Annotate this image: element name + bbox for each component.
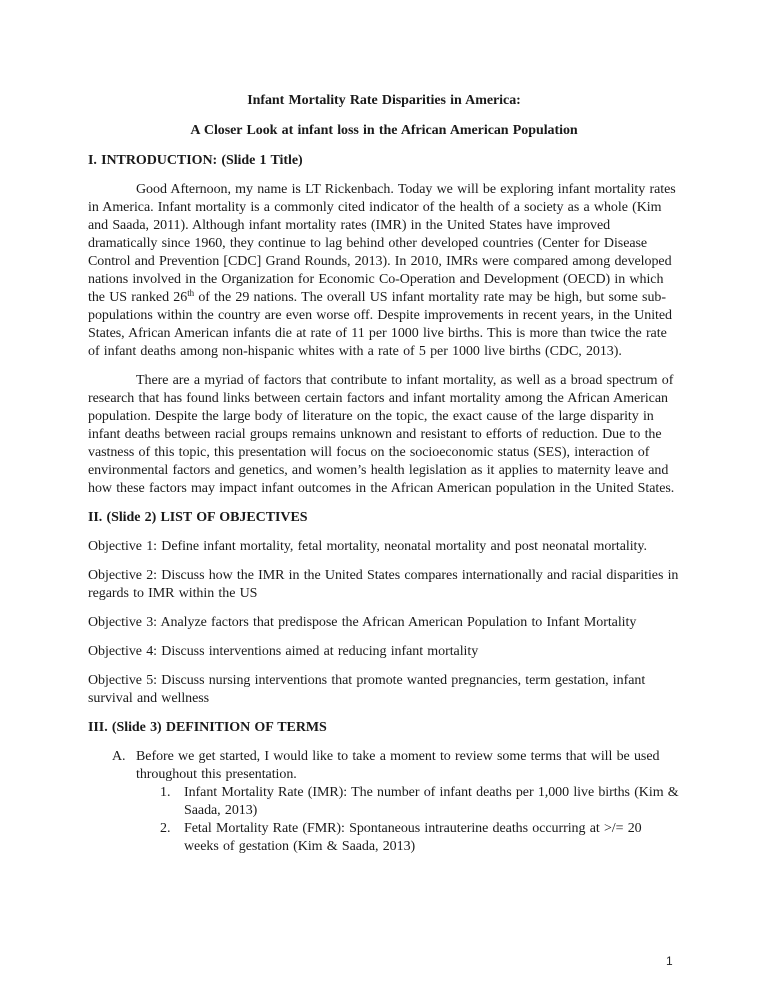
introduction-paragraph-1 <box>88 181 680 361</box>
term-number: 1. <box>160 785 171 800</box>
page-number: 1 <box>666 954 673 968</box>
terms-list <box>136 784 680 856</box>
section-1-heading: I. INTRODUCTION: (Slide 1 Title) <box>88 153 303 168</box>
document-title-line-1: Infant Mortality Rate Disparities in America: <box>247 93 521 108</box>
term-text: Fetal Mortality Rate (FMR): Spontaneous intrauterine deaths occurring at >/= 20 weeks of gestation (Kim & Saada, 2013) <box>184 821 642 854</box>
introduction-paragraph-2: There are a myriad of factors that contribute to infant mortality, as well as a broad spectrum of research that has found links between certain factors and infant mortality among the African American population. Despite the large body of literature on the topic, the exact cause of the large disparity in infant deaths between racial groups remains unknown and resistant to efforts of reduction. Due to the vastness of this topic, this presentation will focus on the socioeconomic status (SES), interaction of environmental factors and genetics, and women’s health legislation as it applies to maternity leave and how these factors may impact infant outcomes in the African American population in the United States. <box>88 373 675 496</box>
term-item <box>160 820 680 856</box>
objective-5: Objective 5: Discuss nursing interventions that promote wanted pregnancies, term gestation, infant survival and wellness <box>88 673 646 706</box>
objective-2: Objective 2: Discuss how the IMR in the United States compares internationally and racial disparities in regards to IMR within the US <box>88 568 679 601</box>
document-page <box>88 92 680 856</box>
list-item-a-text: Before we get started, I would like to take a moment to review some terms that will be used throughout this presentation. <box>136 749 660 782</box>
term-number: 2. <box>160 821 171 836</box>
introduction-paragraph-1-text-b: of the 29 nations. The overall US infant mortality rate may be high, but some sub-populations within the country are even worse off. Despite improvements in recent years, in the United States, African American infants die at rate of 11 per 1000 live births. This is more than twice the rate of infant deaths among non-hispanic whites with a rate of 5 per 1000 live births (CDC, 2013). <box>88 290 672 359</box>
document-title-line-2: A Closer Look at infant loss in the African American Population <box>190 123 578 138</box>
objective-1: Objective 1: Define infant mortality, fetal mortality, neonatal mortality and post neonatal mortality. <box>88 539 647 554</box>
objective-4: Objective 4: Discuss interventions aimed at reducing infant mortality <box>88 644 479 659</box>
section-2-heading: II. (Slide 2) LIST OF OBJECTIVES <box>88 510 308 525</box>
term-item <box>160 784 680 820</box>
superscript-th: th <box>187 288 195 298</box>
term-text: Infant Mortality Rate (IMR): The number of infant deaths per 1,000 live births (Kim & Saada, 2013) <box>184 785 679 818</box>
list-item-a <box>88 748 680 856</box>
introduction-paragraph-1-text-a: Good Afternoon, my name is LT Rickenbach. Today we will be exploring infant mortality rates in America. Infant mortality is a commonly cited indicator of the health of a society as a whole (Kim and Saada, 2011). Although infant mortality rates (IMR) in the United States have improved dramatically since 1960, they continue to lag behind other developed countries (Center for Disease Control and Prevention [CDC] Grand Rounds, 2013). In 2010, IMRs were compared among developed nations involved in the Organization for Economic Co-Operation and Development (OECD) in which the US ranked 26 <box>88 182 676 305</box>
list-item-a-label: A. <box>112 749 126 764</box>
section-3-heading: III. (Slide 3) DEFINITION OF TERMS <box>88 720 327 735</box>
objective-3: Objective 3: Analyze factors that predispose the African American Population to Infant Mortality <box>88 615 637 630</box>
